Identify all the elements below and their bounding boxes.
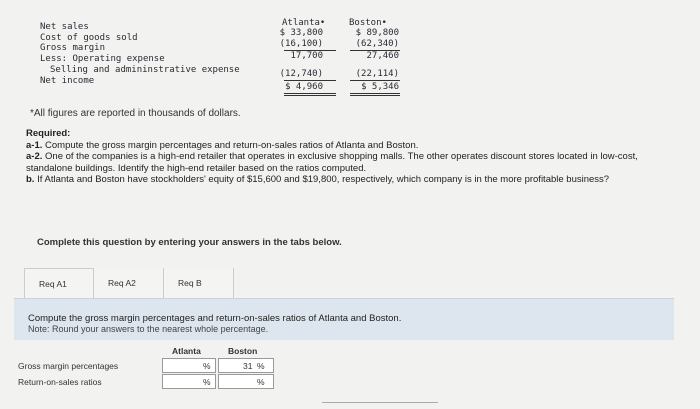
req-a2	[26, 151, 676, 174]
boston-net-income: $ 5,346	[361, 82, 399, 92]
row-label-net-income: Net income	[40, 76, 95, 86]
boston-net-sales: $ 89,800	[355, 28, 399, 38]
atlanta-sga: (12,740)	[279, 69, 323, 79]
footnote: *All figures are reported in thousands of dollars.	[30, 108, 241, 119]
answer-grid	[16, 344, 268, 392]
divider	[322, 402, 438, 403]
row-label-return-on-sales: Return-on-sales ratios	[18, 377, 102, 387]
row-label-net-sales: Net sales	[40, 22, 89, 32]
req-b	[26, 174, 676, 186]
tab-req-b[interactable]: Req B	[164, 268, 234, 298]
boston-cogs: (62,340)	[355, 39, 399, 49]
tab-bar	[24, 268, 234, 298]
req-a1	[26, 140, 676, 152]
req-b-text: If Atlanta and Boston have stockholders' equity of $15,600 and $19,800, respectively, which company is in the more profitable business?	[37, 174, 610, 185]
income-statement	[38, 18, 403, 98]
required-title: Required:	[26, 128, 71, 139]
input-value: 31	[243, 361, 253, 371]
tab-req-a2[interactable]: Req A2	[94, 268, 164, 298]
instruction-text: Complete this question by entering your answers in the tabs below.	[37, 237, 342, 248]
percent-sign: %	[257, 361, 265, 371]
req-a1-label: a-1.	[26, 139, 43, 151]
atlanta-return-on-sales-input[interactable]	[162, 374, 216, 389]
req-b-label: b.	[26, 174, 35, 185]
question-panel	[14, 298, 674, 340]
col-header-atlanta: Atlanta	[172, 346, 201, 356]
row-label-cogs: Cost of goods sold	[40, 33, 138, 43]
percent-sign: %	[203, 377, 211, 387]
col-header-boston: Boston	[228, 346, 258, 356]
req-a2-text: One of the companies is a high-end retailer that operates in exclusive shopping malls. The other operates discount stores located in low-cost, standalone buildings. Identify the high-end retailer based on the ratios computed.	[26, 151, 638, 174]
boston-gross-margin: 27,460	[366, 51, 399, 61]
row-label-gross-margin: Gross margin	[40, 43, 106, 53]
panel-prompt: Compute the gross margin percentages and return-on-sales ratios of Atlanta and Boston.	[28, 313, 402, 324]
requirements	[26, 128, 676, 186]
row-label-sga: Selling and admininstrative expense	[50, 65, 240, 75]
percent-sign: %	[257, 377, 265, 387]
row-label-operating-expense: Less: Operating expense	[40, 54, 165, 64]
panel-note: Note: Round your answers to the nearest whole percentage.	[28, 324, 269, 334]
atlanta-header: Atlanta•	[282, 18, 326, 28]
boston-return-on-sales-input[interactable]	[218, 374, 274, 389]
tab-req-a1[interactable]: Req A1	[24, 268, 94, 298]
atlanta-gross-margin: 17,700	[290, 51, 323, 61]
underline	[350, 80, 400, 81]
req-a2-label: a-2.	[26, 151, 43, 162]
percent-sign: %	[203, 361, 211, 371]
boston-sga: (22,114)	[355, 69, 399, 79]
row-label-gross-margin-pct: Gross margin percentages	[18, 361, 119, 371]
atlanta-gross-margin-input[interactable]	[162, 358, 216, 373]
boston-gross-margin-input[interactable]	[218, 358, 274, 373]
boston-header: Boston•	[349, 18, 387, 28]
atlanta-net-sales: $ 33,800	[279, 28, 323, 38]
atlanta-cogs: (16,100)	[279, 39, 323, 49]
underline	[284, 80, 336, 81]
table-row	[16, 374, 268, 389]
double-underline	[350, 93, 400, 96]
atlanta-net-income: $ 4,960	[285, 82, 323, 92]
req-a1-text: Compute the gross margin percentages and return-on-sales ratios of Atlanta and Boston.	[45, 139, 419, 151]
double-underline	[284, 93, 336, 96]
table-row	[16, 358, 268, 373]
